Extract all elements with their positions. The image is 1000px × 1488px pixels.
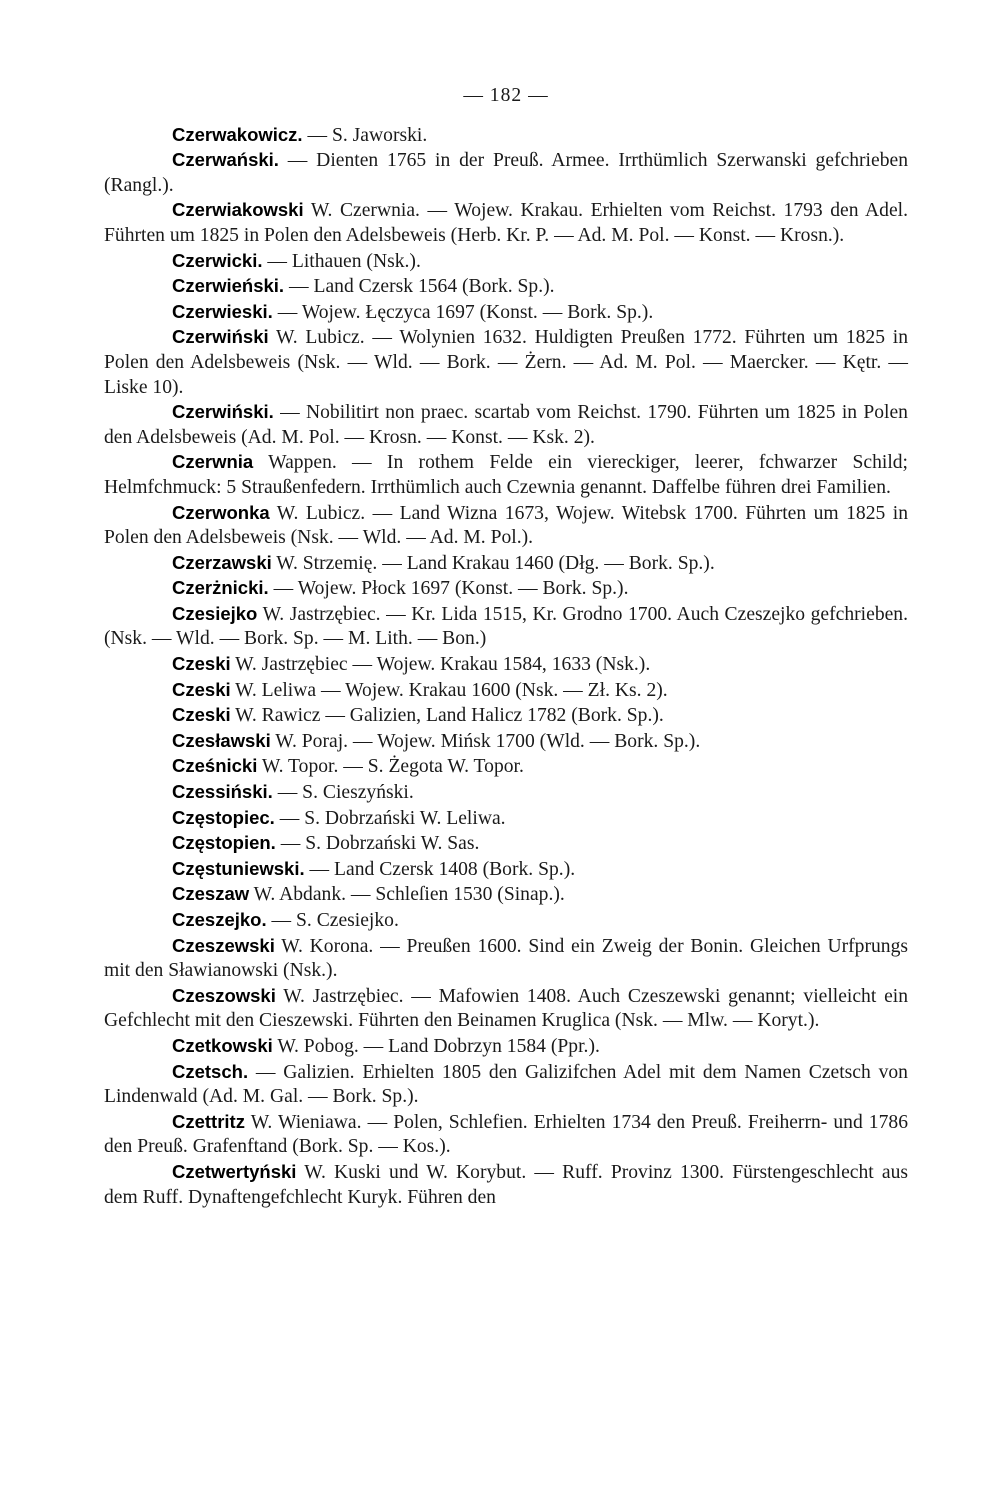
entry-headword: Czerwiński: [172, 326, 269, 348]
entry-text: W. Jastrzębiec. — Kr. Lida 1515, Kr. Grodno 1700. Auch Czeszejko gefchrieben. (Nsk. — Wld. — Bork. Sp. — M. Lith. — Bon.): [104, 603, 909, 650]
document-page: [104, 84, 908, 1210]
entry-headword: Czerwański.: [172, 149, 279, 171]
entry-headword: Czeski: [172, 653, 231, 675]
entry-text: — S. Dobrzański W. Leliwa.: [279, 807, 506, 829]
entry-headword: Czeszewski: [172, 934, 275, 956]
entry-headword: Częstopien.: [172, 832, 276, 854]
entry-text: — Wojew. Płock 1697 (Konst. — Bork. Sp.).: [273, 578, 629, 600]
entry: [104, 325, 908, 400]
entry-headword: Czerwonka: [172, 501, 270, 523]
entry-headword: Czeski: [172, 704, 231, 726]
entry-text: — Lithauen (Nsk.).: [267, 250, 421, 272]
entry-headword: Czerżnicki.: [172, 577, 269, 599]
entry: [104, 1034, 908, 1060]
entry-text: — S. Cieszyński.: [277, 782, 414, 804]
entry: [104, 123, 908, 149]
entry: [104, 274, 908, 300]
entry-text: W. Czerwnia. — Wojew. Krakau. Erhielten vom Reichst. 1793 den Adel. Führten um 1825 in Polen den Adelsbeweis (Herb. Kr. P. — Ad. M. Pol. — Konst. — Krosn.).: [104, 200, 909, 246]
entry: [104, 148, 908, 198]
entry: [104, 831, 908, 857]
entry-headword: Czerzawski: [172, 551, 272, 573]
entry-text: W. Korona. — Preußen 1600. Sind ein Zweig der Bonin. Gleichen Urfprungs mit den Sławianowski (Nsk.).: [104, 935, 909, 982]
entry: [104, 857, 908, 883]
entry-text: — S. Dobrzański W. Sas.: [280, 833, 480, 855]
entry-text: W. Lubicz. — Wolynien 1632. Huldigten Preußen 1772. Führten um 1825 in Polen den Adelsbeweis (Nsk. — Wld. — Bork. — Żern. — Ad. M. Pol. — Maercker. — Kętr. — Liske 10).: [104, 327, 908, 398]
entry-text: W. Kuski und W. Korybut. — Ruff. Provinz 1300. Fürstengeschlecht aus dem Ruff. Dynaftengefchlecht Kuryk. Führen den: [104, 1161, 909, 1208]
entry-headword: Czeszowski: [172, 984, 276, 1006]
entry-text: W. Topor. — S. Żegota W. Topor.: [261, 756, 524, 778]
entry: [104, 576, 908, 602]
entry-text: W. Lubicz. — Land Wizna 1673, Wojew. Witebsk 1700. Führten um 1825 in Polen den Adelsbeweis (Nsk. — Wld. — Ad. M. Pol.).: [104, 502, 909, 549]
entry-text: — Nobilitirt non praec. scartab vom Reichst. 1790. Führten um 1825 in Polen den Adelsbeweis (Ad. M. Pol. — Krosn. — Konst. — Ksk. 2).: [104, 402, 908, 448]
entry-text: W. Pobog. — Land Dobrzyn 1584 (Ppr.).: [277, 1035, 600, 1057]
entry-headword: Czerwakowicz.: [172, 123, 303, 145]
entry-headword: Częstuniewski.: [172, 857, 305, 879]
entry-text: — Land Czersk 1408 (Bork. Sp.).: [309, 858, 576, 880]
entry: [104, 1060, 908, 1110]
entry-text: — S. Jaworski.: [307, 124, 428, 146]
entry: [104, 501, 908, 551]
entry-headword: Czerwnia: [172, 451, 254, 473]
page-number: — 182 —: [463, 85, 549, 106]
entry-headword: Czesławski: [172, 729, 271, 751]
entry-headword: Cześnicki: [172, 755, 258, 777]
entry-text: — Land Czersk 1564 (Bork. Sp.).: [288, 276, 555, 298]
entry: [104, 729, 908, 755]
entry-text: — S. Czesiejko.: [271, 910, 399, 931]
entry-headword: Czerwieński.: [172, 275, 285, 297]
entry-headword: Czerwiński.: [172, 401, 274, 423]
entry-text: W. Rawicz — Galizien, Land Halicz 1782 (Bork. Sp.).: [235, 705, 664, 727]
entry-text: W. Jastrzębiec. — Mafowien 1408. Auch Czeszewski genannt; vielleicht ein Gefchlecht mit den Cieszewski. Führten den Beinamen Kruglica (Nsk. — Mlw. — Koryt.).: [104, 985, 909, 1032]
entry: [104, 882, 908, 908]
entry-text: W. Poraj. — Wojew. Mińsk 1700 (Wld. — Bork. Sp.).: [275, 730, 701, 752]
entry: [104, 450, 908, 500]
entry-headword: Czeszaw: [172, 883, 250, 905]
entry-headword: Czesiejko: [172, 602, 258, 624]
entry-headword: Czessiński.: [172, 781, 273, 803]
entry: [104, 780, 908, 806]
entry: [104, 1110, 908, 1160]
entry: [104, 934, 908, 984]
entry: [104, 678, 908, 704]
entry: [104, 198, 908, 248]
entry-headword: Czetsch.: [172, 1060, 249, 1082]
entry-headword: Czetkowski: [172, 1034, 273, 1056]
entry: [104, 249, 908, 275]
entry: [104, 551, 908, 577]
entry-text: Wappen. — In rothem Felde ein viereckiger, leerer, fchwarzer Schild; Helmfchmuck: 5 Straußenfedern. Irrthümlich auch Czewnia genannt. Daffelbe führen drei Familien.: [104, 452, 908, 498]
entry-headword: Czerwieski.: [172, 300, 273, 322]
entry: [104, 754, 908, 780]
entry-text: — Wojew. Łęczyca 1697 (Konst. — Bork. Sp.).: [277, 301, 654, 323]
entry: [104, 652, 908, 678]
entry-text: W. Leliwa — Wojew. Krakau 1600 (Nsk. — Zł. Ks. 2).: [235, 679, 668, 701]
entry-headword: Czettritz: [172, 1110, 245, 1132]
entry: [104, 602, 908, 652]
entry: [104, 1160, 908, 1210]
entry: [104, 806, 908, 832]
entry: [104, 984, 908, 1034]
entry: [104, 908, 908, 934]
entry-headword: Czeszejko.: [172, 909, 267, 930]
entry-headword: Czerwicki.: [172, 249, 263, 271]
entry-text: — Dienten 1765 in der Preuß. Armee. Irrthümlich Szerwanski gefchrieben (Rangl.).: [104, 150, 908, 196]
entry-headword: Czerwiakowski: [172, 199, 304, 221]
entry-headword: Częstopiec.: [172, 806, 275, 828]
entry-headword: Czetwertyński: [172, 1160, 297, 1182]
entry: [104, 703, 908, 729]
entry-text: W. Abdank. — Schleſien 1530 (Sinap.).: [253, 884, 565, 906]
entry: [104, 300, 908, 326]
entry: [104, 400, 908, 450]
entry-text: W. Wieniawa. — Polen, Schlefien. Erhielten 1734 den Preuß. Freiherrn- und 1786 den Preuß. Grafenftand (Bork. Sp. — Kos.).: [104, 1111, 908, 1158]
entry-headword: Czeski: [172, 678, 231, 700]
entry-list: [104, 123, 908, 1211]
entry-text: — Galizien. Erhielten 1805 den Galizifchen Adel mit dem Namen Czetsch von Lindenwald (Ad. M. Gal. — Bork. Sp.).: [104, 1061, 908, 1108]
entry-text: W. Strzemię. — Land Krakau 1460 (Dłg. — Bork. Sp.).: [276, 552, 715, 574]
entry-text: W. Jastrzębiec — Wojew. Krakau 1584, 1633 (Nsk.).: [235, 654, 651, 676]
